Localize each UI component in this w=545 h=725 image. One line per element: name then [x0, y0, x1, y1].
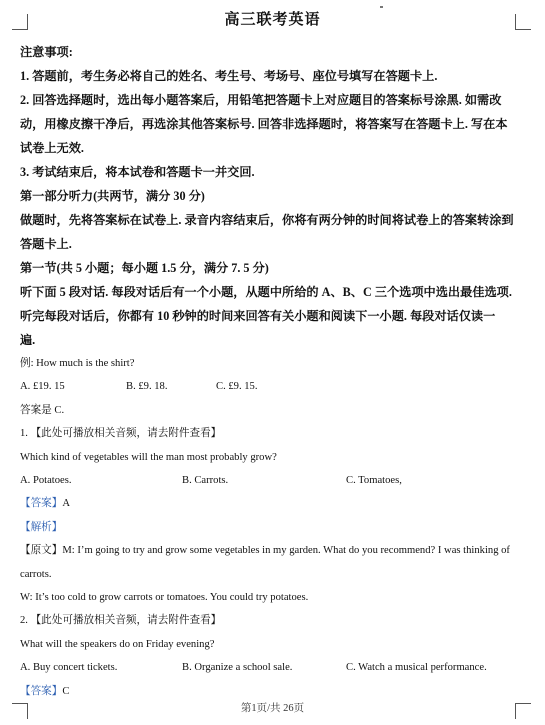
section1-instructions-1: 听下面 5 段对话. 每段对话后有一个小题，从题中所给的 A、B、C 三个选项中选出最佳选项.	[20, 285, 512, 299]
q1-option-b: B. Carrots.	[182, 475, 229, 487]
q1-transcript-tag: 【原文】	[20, 545, 63, 557]
example-option-c: C. £9. 15.	[216, 381, 258, 393]
page-title: 高三联考英语	[224, 12, 321, 28]
document-body	[20, 40, 525, 703]
q2-audio-note: 2. 【此处可播放相关音频，请去附件查看】	[20, 615, 222, 627]
example-option-a: A. £19. 15	[20, 381, 65, 393]
q1-answer-line	[20, 492, 525, 515]
q2-option-b: B. Organize a school sale.	[182, 662, 293, 674]
example-answer: 答案是 C.	[20, 404, 65, 416]
q2-question: What will the speakers do on Friday evening?	[20, 638, 215, 650]
q2-answer: C	[62, 685, 70, 697]
crop-mark	[12, 29, 28, 30]
q2-answer-tag: 【答案】	[20, 685, 63, 697]
q1-transcript-line-1	[20, 539, 525, 562]
note-2-line-2: 动，用橡皮擦干净后，再选涂其他答案标号. 回答非选择题时，将答案写在答题卡上. 写在本	[20, 117, 508, 131]
example-question: 例: How much is the shirt?	[20, 358, 135, 369]
q1-options	[20, 469, 525, 492]
section1-instructions-2: 听完每段对话后，你都有 10 秒钟的时间来回答有关小题和阅读下一小题. 每段对话仅读一	[20, 309, 496, 323]
q1-analysis-tag: 【解析】	[20, 521, 63, 533]
q1-answer-tag: 【答案】	[20, 498, 63, 510]
q1-option-c: C. Tomatoes,	[346, 475, 402, 487]
q2-option-c: C. Watch a musical performance.	[346, 662, 487, 674]
page-footer: 第1页/共 26页	[240, 703, 305, 714]
q1-transcript-line-3: W: It’s too cold to grow carrots or tomatoes. You could try potatoes.	[20, 592, 309, 604]
section1-heading: 第一节(共 5 小题；每小题 1.5 分，满分 7. 5 分)	[20, 261, 269, 275]
q1-transcript-line-2: carrots.	[20, 568, 52, 580]
note-1: 1. 答题前，考生务必将自己的姓名、考生号、考场号、座位号填写在答题卡上.	[20, 69, 438, 83]
notes-heading: 注意事项:	[20, 45, 73, 59]
part1-directions-2: 答题卡上.	[20, 237, 72, 251]
q1-answer: A	[62, 498, 71, 510]
q2-option-a: A. Buy concert tickets.	[20, 662, 118, 674]
part1-directions-1: 做题时，先将答案标在试卷上. 录音内容结束后，你将有两分钟的时间将试卷上的答案转涂到	[20, 213, 514, 227]
note-2-line-1: 2. 回答选择题时，选出每小题答案后，用铅笔把答题卡上对应题目的答案标号涂黑. 如需改	[20, 93, 502, 107]
example-options	[20, 375, 525, 398]
note-3: 3. 考试结束后，将本试卷和答题卡一并交回.	[20, 165, 255, 179]
q1-audio-note: 1. 【此处可播放相关音频，请去附件查看】	[20, 428, 222, 440]
q1-option-a: A. Potatoes.	[20, 475, 72, 487]
section1-instructions-3: 遍.	[20, 333, 36, 347]
example-option-b: B. £9. 18.	[126, 381, 168, 393]
note-2-line-3: 试卷上无效.	[20, 141, 84, 155]
part1-heading: 第一部分听力(共两节，满分 30 分)	[20, 189, 205, 203]
q1-transcript-text: M: I’m going to try and grow some vegetables in my garden. What do you recommend? I was thinking of	[62, 545, 510, 557]
q2-options	[20, 656, 525, 679]
crop-mark	[515, 29, 531, 30]
q1-question: Which kind of vegetables will the man most probably grow?	[20, 451, 277, 463]
